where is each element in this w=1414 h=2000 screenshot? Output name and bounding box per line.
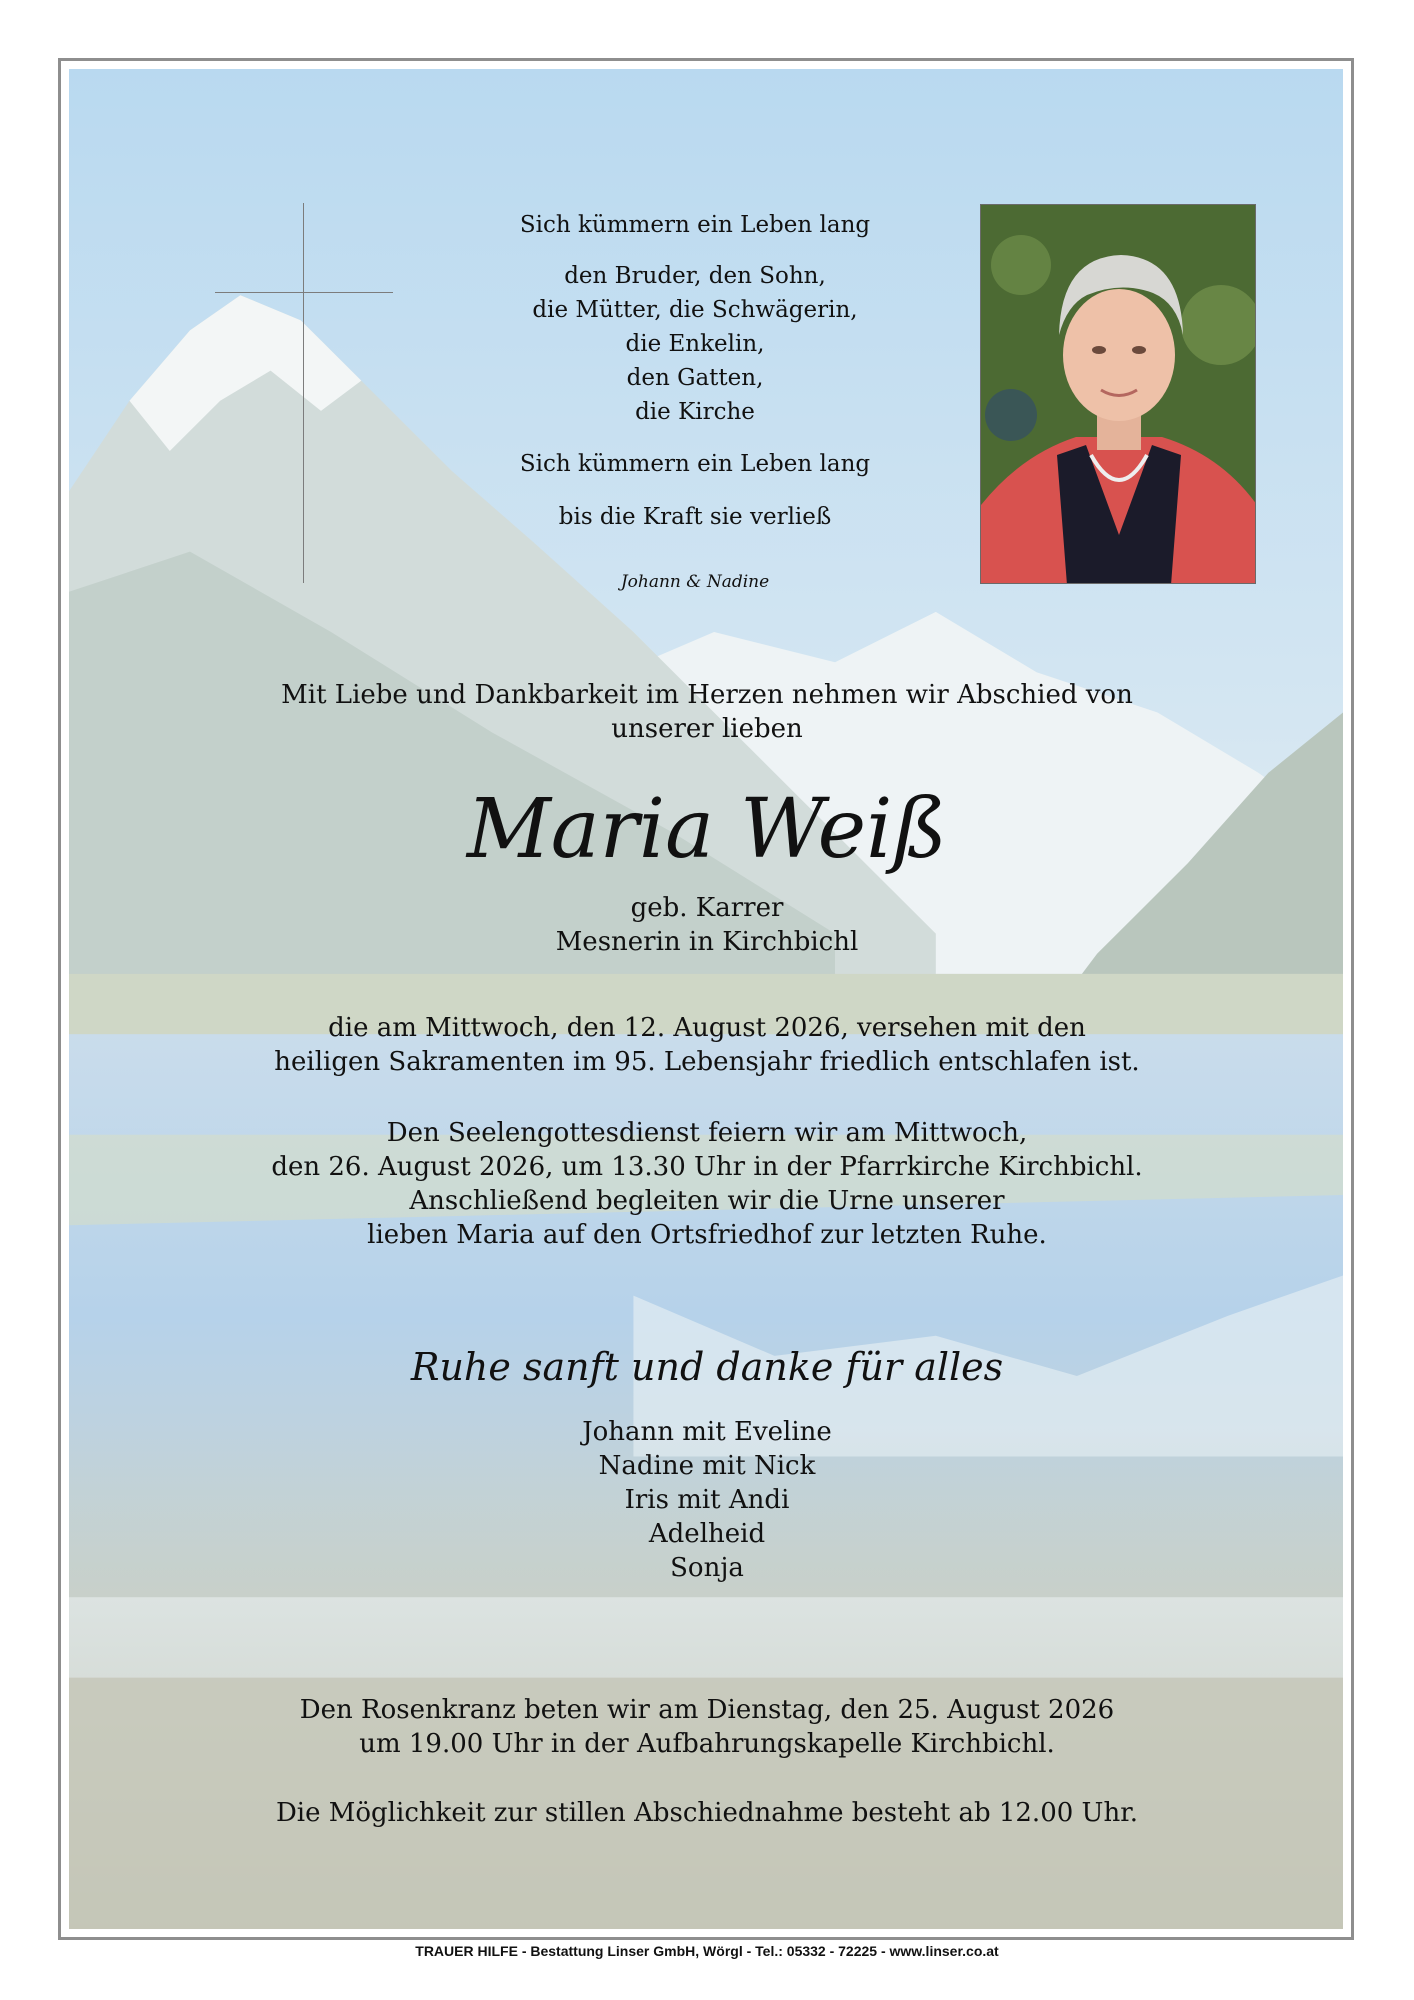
portrait-photo: [980, 204, 1256, 584]
birth-name: geb. Karrer: [630, 893, 784, 923]
death-notice-line: die am Mittwoch, den 12. August 2026, versehen mit den: [328, 1013, 1086, 1043]
poem-list-item: die Kirche: [635, 399, 755, 425]
farewell-motto: Ruhe sanft und danke für alles: [410, 1345, 1004, 1389]
mourner: Iris mit Andi: [624, 1485, 790, 1515]
mourners-list: [200, 1415, 1214, 1585]
service-line: Anschließend begleiten wir die Urne unserer: [409, 1186, 1005, 1216]
deceased-details: [200, 891, 1214, 959]
mourner: Nadine mit Nick: [598, 1451, 816, 1481]
cross-horizontal-bar: [215, 292, 393, 293]
service-line: den 26. August 2026, um 13.30 Uhr in der Pfarrkirche Kirchbichl.: [271, 1152, 1143, 1182]
service-details: [200, 1116, 1214, 1252]
poem-signature: Johann & Nadine: [620, 572, 770, 592]
farewell-viewing-note: Die Möglichkeit zur stillen Abschiednahme besteht ab 12.00 Uhr.: [275, 1798, 1139, 1828]
service-line: Den Seelengottesdienst feiern wir am Mittwoch,: [386, 1118, 1028, 1148]
poem-list-item: den Bruder, den Sohn,: [564, 263, 826, 289]
service-line: lieben Maria auf den Ortsfriedhof zur letzten Ruhe.: [367, 1220, 1047, 1250]
poem-line-2: Sich kümmern ein Leben lang: [519, 451, 871, 477]
cross-vertical-bar: [303, 203, 304, 583]
footer-undertaker-info: TRAUER HILFE - Bestattung Linser GmbH, Wörgl - Tel.: 05332 - 72225 - www.linser.co.at: [415, 1943, 999, 1959]
poem-list-item: die Mütter, die Schwägerin,: [532, 297, 858, 323]
intro-line: Mit Liebe und Dankbarkeit im Herzen nehmen wir Abschied von: [281, 680, 1133, 710]
poem-list-item: den Gatten,: [626, 365, 764, 391]
occupation: Mesnerin in Kirchbichl: [555, 927, 859, 957]
poem-list-item: die Enkelin,: [625, 331, 765, 357]
intro-text: [200, 678, 1214, 746]
rosary-details: [200, 1693, 1214, 1761]
poem-list: [460, 259, 930, 429]
poem-line-3: bis die Kraft sie verließ: [558, 504, 832, 530]
poem-line-1: Sich kümmern ein Leben lang: [519, 212, 871, 238]
deceased-name: Maria Weiß: [466, 782, 948, 877]
death-notice-line: heiligen Sakramenten im 95. Lebensjahr friedlich entschlafen ist.: [274, 1047, 1140, 1077]
intro-line: unserer lieben: [611, 714, 803, 744]
mourner: Adelheid: [648, 1519, 766, 1549]
rosary-line: um 19.00 Uhr in der Aufbahrungskapelle Kirchbichl.: [359, 1729, 1055, 1759]
mourner: Johann mit Eveline: [582, 1417, 832, 1447]
death-notice: [200, 1011, 1214, 1079]
portrait-image: [981, 205, 1256, 584]
mourner: Sonja: [670, 1553, 744, 1583]
rosary-line: Den Rosenkranz beten wir am Dienstag, den 25. August 2026: [299, 1695, 1115, 1725]
